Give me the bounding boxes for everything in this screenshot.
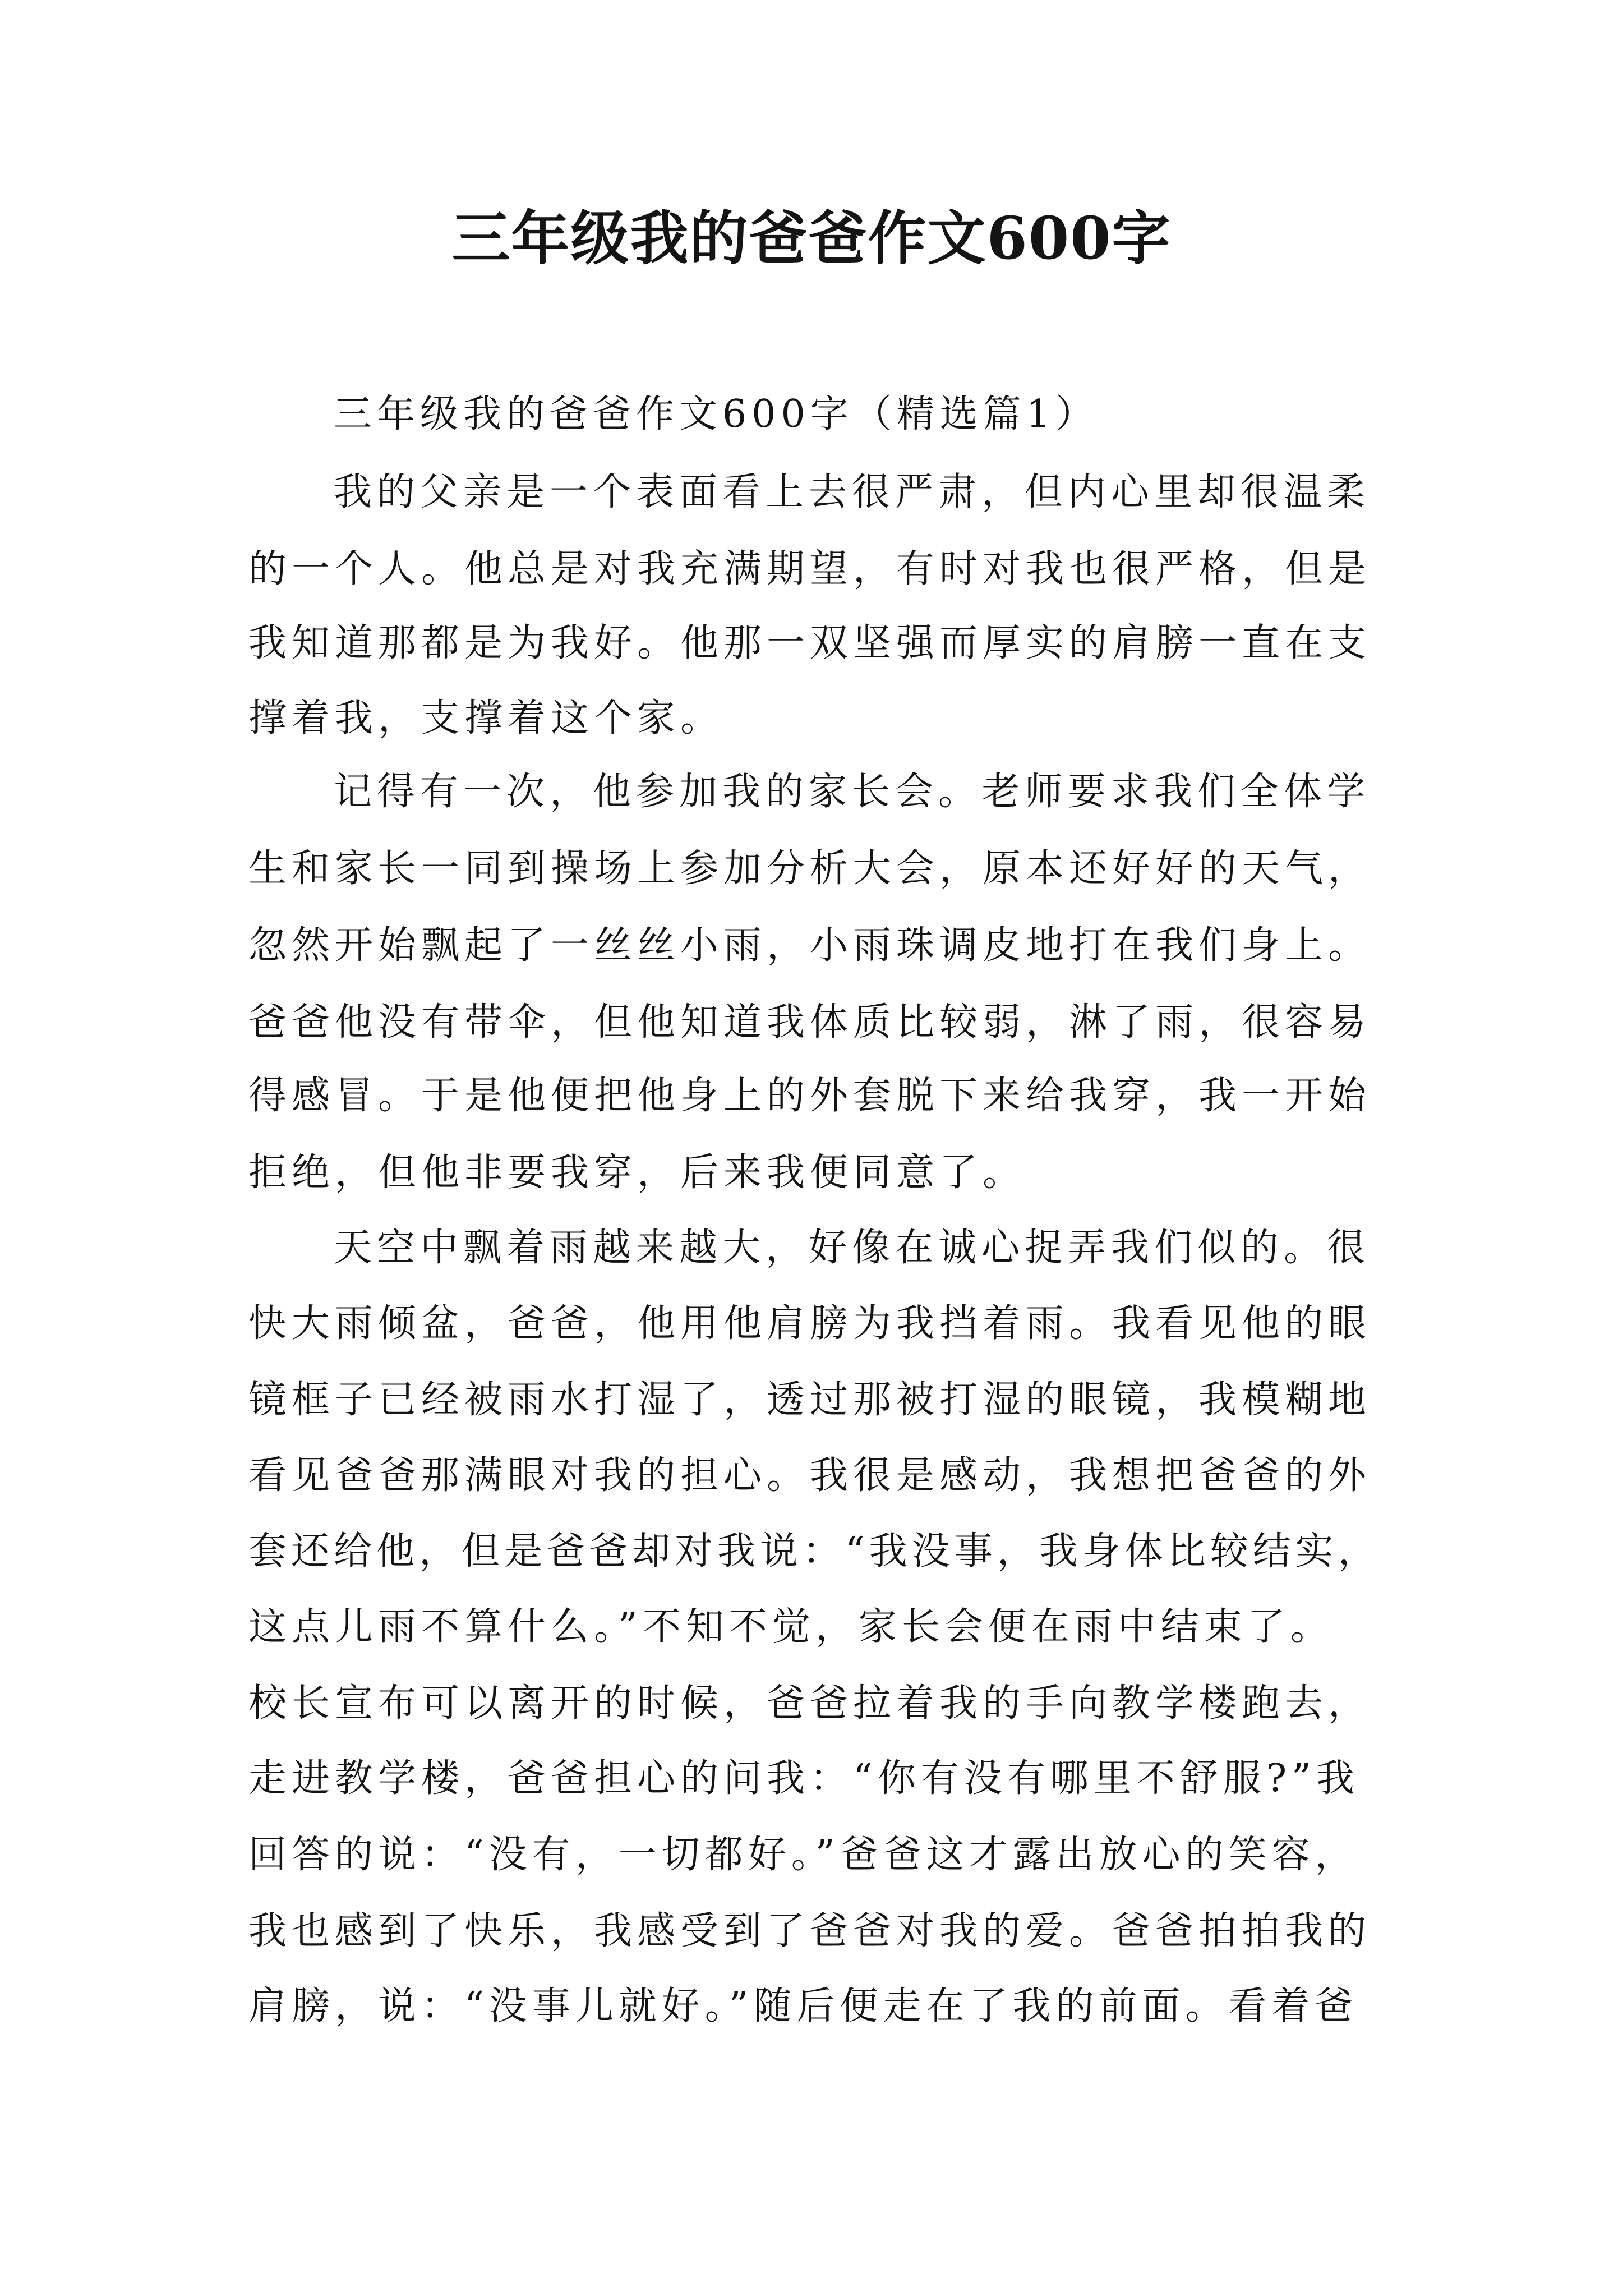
- paragraph-line: 套还给他，但是爸爸却对我说：“我没事，我身体比较结实，: [248, 1529, 1381, 1573]
- paragraph-line: 拒绝，但他非要我穿，后来我便同意了。: [248, 1151, 1026, 1195]
- document-title: 三年级我的爸爸作文600字: [451, 204, 1172, 273]
- paragraph-line: 生和家长一同到操场上参加分析大会，原本还好好的天气，: [248, 846, 1372, 891]
- paragraph-line: 爸爸他没有带伞，但他知道我体质比较弱，淋了雨，很容易: [248, 1000, 1372, 1045]
- paragraph-line: 走进教学楼，爸爸担心的问我：“你有没有哪里不舒服?”我: [248, 1756, 1359, 1801]
- paragraph-line: 快大雨倾盆，爸爸，他用他肩膀为我挡着雨。我看见他的眼: [248, 1301, 1372, 1346]
- paragraph-line: 的一个人。他总是对我充满期望，有时对我也很严格，但是: [248, 547, 1372, 591]
- paragraph-line: 天空中飘着雨越来越大，好像在诚心捉弄我们似的。很: [334, 1226, 1371, 1270]
- paragraph-line: 我的父亲是一个表面看上去很严肃，但内心里却很温柔: [334, 470, 1371, 514]
- paragraph-line: 这点儿雨不算什么。”不知不觉，家长会便在雨中结束了。: [248, 1605, 1334, 1649]
- paragraph-line: 撑着我，支撑着这个家。: [248, 696, 724, 740]
- paragraph-line: 肩膀，说：“没事儿就好。”随后便走在了我的前面。看着爸: [248, 1984, 1358, 2028]
- paragraph-line: 我知道那都是为我好。他那一双坚强而厚实的肩膀一直在支: [248, 621, 1372, 665]
- paragraph-line: 校长宣布可以离开的时候，爸爸拉着我的手向教学楼跑去，: [248, 1681, 1372, 1726]
- paragraph-line: 得感冒。于是他便把他身上的外套脱下来给我穿，我一开始: [248, 1074, 1372, 1118]
- section-heading: 三年级我的爸爸作文600字（精选篇1）: [334, 392, 1099, 436]
- paragraph-line: 记得有一次，他参加我的家长会。老师要求我们全体学: [334, 770, 1371, 814]
- paragraph-line: 忽然开始飘起了一丝丝小雨，小雨珠调皮地打在我们身上。: [248, 923, 1372, 968]
- paragraph-line: 镜框子已经被雨水打湿了，透过那被打湿的眼镜，我模糊地: [248, 1378, 1372, 1422]
- paragraph-line: 回答的说：“没有，一切都好。”爸爸这才露出放心的笑容，: [248, 1833, 1358, 1877]
- paragraph-line: 我也感到了快乐，我感受到了爸爸对我的爱。爸爸拍拍我的: [248, 1909, 1372, 1953]
- paragraph-line: 看见爸爸那满眼对我的担心。我很是感动，我想把爸爸的外: [248, 1453, 1372, 1498]
